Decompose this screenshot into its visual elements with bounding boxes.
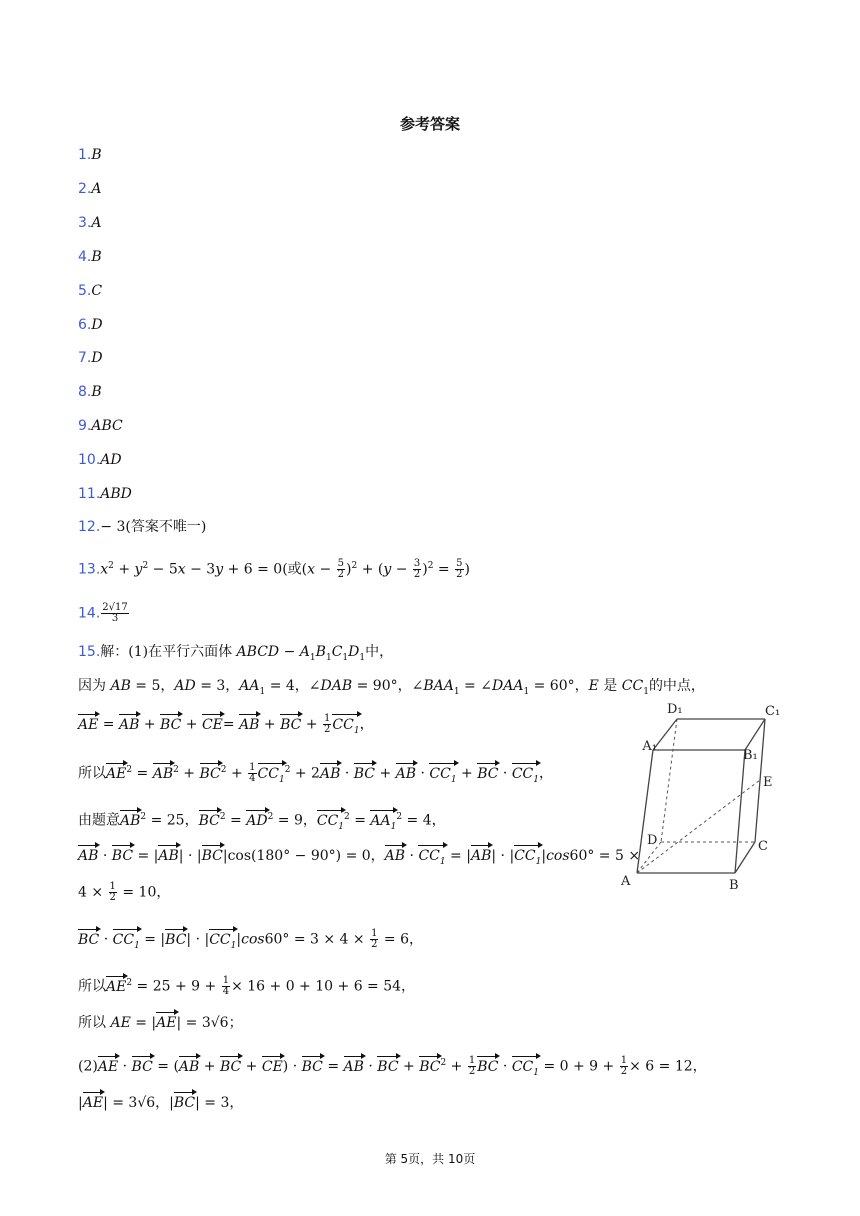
solution-line: AE = AB + BC + CE= AB + BC + $\frac{1}{2}$ $CC_1$， <box>78 714 374 740</box>
label-a1: A₁ <box>642 739 657 754</box>
label-c: C <box>758 839 768 854</box>
label-e: E <box>763 775 773 790</box>
answer-item: 2.A <box>78 181 102 197</box>
page-title: 参考答案 <box>399 115 460 133</box>
answer-item-13: $13.x^2 + y^2 - 5x - 3y + 6 = 0$(或(x − $\frac{5}{2}$ )$^2$ + (y − $\frac{3}{2}$ )$^2$ = $\frac{5}{2}$ ) <box>78 558 470 581</box>
answer-item: 4.B <box>78 249 102 265</box>
page-footer: 第 5页，共 10页 <box>384 1152 476 1166</box>
solution-line: 由题意$AB^2 = 25$，$BC^2 = AD^2 = 9$，$CC_1^2 = AA_1^2 = 4$， <box>78 807 446 836</box>
answer-item: 9.ABC <box>78 418 123 434</box>
answer-item: 3.A <box>78 215 102 231</box>
label-a: A <box>621 874 631 889</box>
label-b: B <box>729 878 739 893</box>
answer-item: 8.B <box>78 384 102 400</box>
answer-item: 7.D <box>78 350 103 366</box>
solution-line: 4 × $\frac{1}{2}$ = 10， <box>78 881 171 903</box>
solution-line: |AE| = 3√6，|BC| = 3， <box>78 1095 244 1111</box>
answer-item-15: 15.解：(1)在平行六面体 ABCD − $A_1B_1C_1D_1$中， <box>78 644 394 663</box>
label-c1: C₁ <box>765 704 781 719</box>
label-d: D <box>647 833 658 848</box>
solution-line: AB · BC = |AB| · |BC|cos(180° − 90°) = 0，AB · $CC_1 = |AB| \cdot |CC_1|\cos 60^\circ = 5$ × <box>78 846 640 872</box>
label-b1: B₁ <box>743 748 758 763</box>
answer-item: 6.D <box>78 317 103 333</box>
solution-line: 因为 AB = 5，AD = 3，$AA_1 = 4$，∠DAB = 90°，$\angle BAA_1$ = $\angle DAA_1 = 60^\circ$，E 是 $CC_1$的中点， <box>78 678 705 697</box>
solution-line: (2)AE · BC = (AB + BC + CE) · BC = AB · BC + $BC^2$ + $\frac{1}{2}$ BC · $CC_1 = 0 + 9$ + $\frac{1}{2}$ × 6 = 12， <box>78 1053 707 1082</box>
solution-line: 所以 AE = |AE| = 3√6； <box>78 1015 243 1031</box>
solution-line: 所以$AE^2 = 25 + 9$ + $\frac{1}{4}$ × 16 + 0 + 10 + 6 = 54， <box>78 975 416 998</box>
solution-line: 所以$AE^2 = AB^2 + BC^2$ + $\frac{1}{4}$ $CC_1^2 + 2AB$ · BC + AB · $CC_1$ + BC · $CC_1$， <box>78 760 553 789</box>
solution-line: BC · $CC_1 = |BC| \cdot |CC_1|\cos 60^\circ = 3 \times 4$ × $\frac{1}{2}$ = 6， <box>78 929 423 955</box>
answer-item-14: 14. $\frac{2√17}{3}$ <box>78 602 128 624</box>
answer-item: 1.B <box>78 147 102 163</box>
answer-item: 5.C <box>78 283 103 299</box>
answer-item: 12.− 3(答案不唯一) <box>78 519 207 535</box>
label-d1: D₁ <box>667 702 683 717</box>
answer-item: 11.ABD <box>78 486 132 502</box>
answer-item: 10.AD <box>78 452 122 468</box>
parallelepiped-figure <box>615 695 790 895</box>
